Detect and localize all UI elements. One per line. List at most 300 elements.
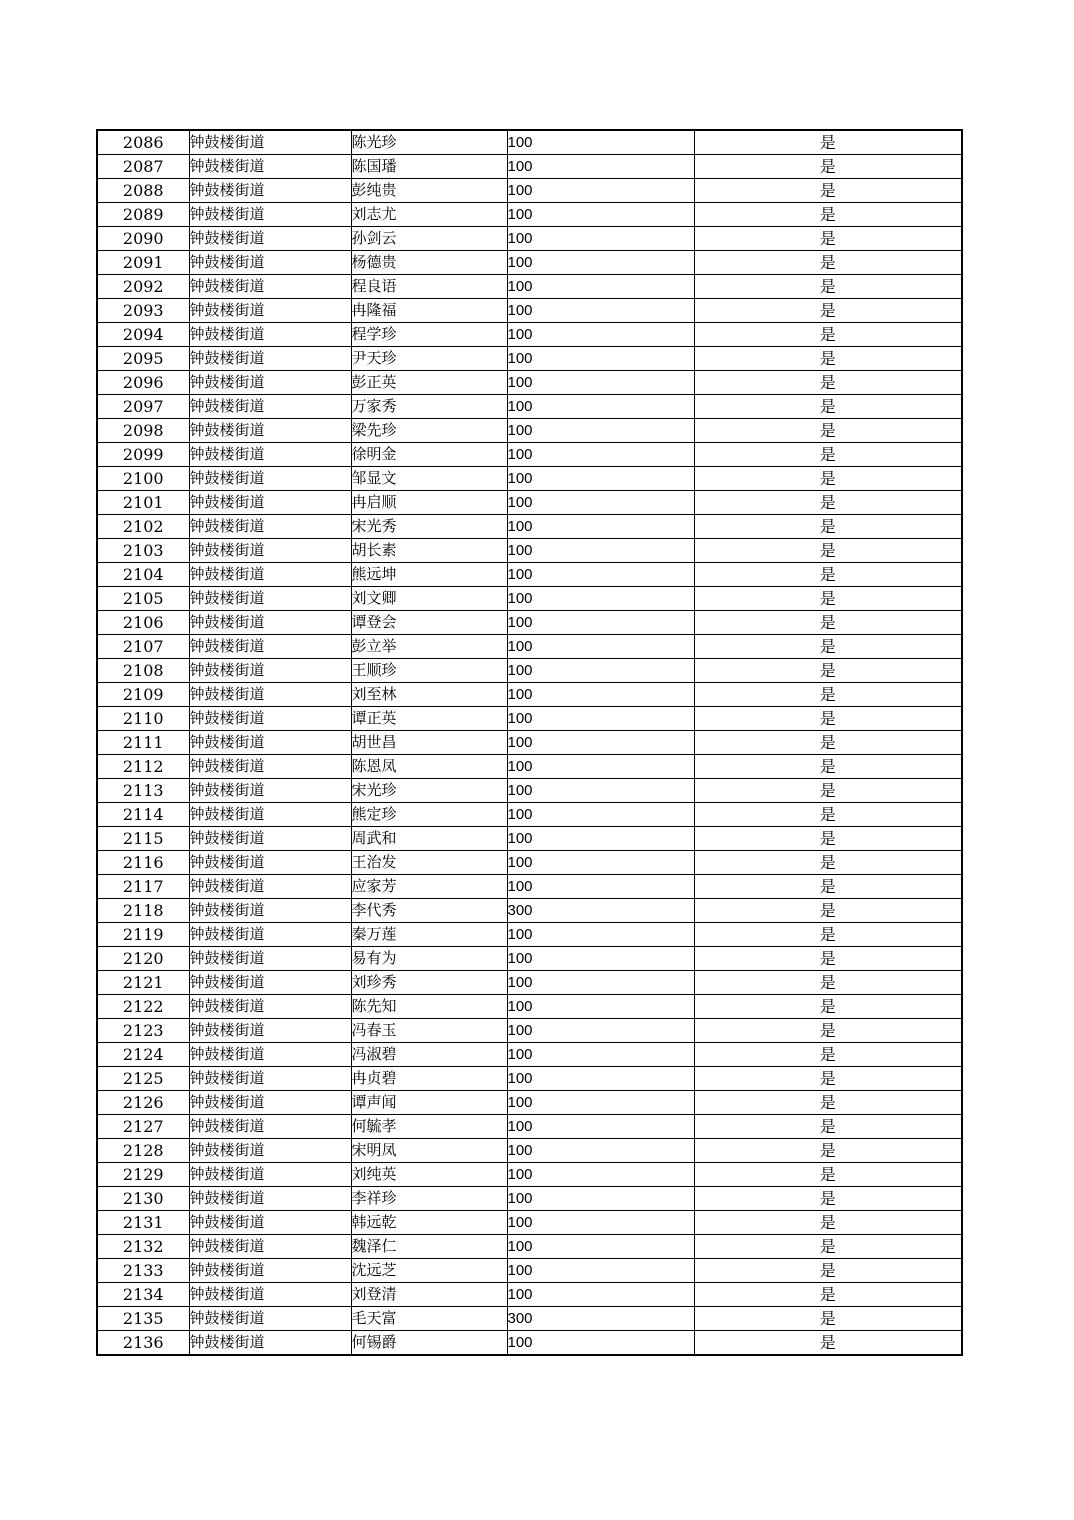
name-cell: 李祥珍 — [351, 1187, 507, 1211]
table-row — [97, 611, 962, 635]
name-cell: 周武和 — [351, 827, 507, 851]
street-cell: 钟鼓楼街道 — [189, 130, 351, 155]
flag-cell: 是 — [694, 515, 962, 539]
flag-cell: 是 — [694, 179, 962, 203]
table-row — [97, 923, 962, 947]
street-cell: 钟鼓楼街道 — [189, 1187, 351, 1211]
street-cell: 钟鼓楼街道 — [189, 1331, 351, 1356]
name-cell: 刘志尤 — [351, 203, 507, 227]
row-number: 2102 — [97, 515, 189, 539]
name-cell: 李代秀 — [351, 899, 507, 923]
row-number: 2089 — [97, 203, 189, 227]
name-cell: 梁先珍 — [351, 419, 507, 443]
flag-cell: 是 — [694, 443, 962, 467]
row-number: 2087 — [97, 155, 189, 179]
amount-cell: 100 — [507, 251, 694, 275]
row-number: 2133 — [97, 1259, 189, 1283]
flag-cell: 是 — [694, 923, 962, 947]
flag-cell: 是 — [694, 659, 962, 683]
flag-cell: 是 — [694, 995, 962, 1019]
row-number: 2104 — [97, 563, 189, 587]
amount-cell: 100 — [507, 371, 694, 395]
row-number: 2130 — [97, 1187, 189, 1211]
street-cell: 钟鼓楼街道 — [189, 347, 351, 371]
row-number: 2121 — [97, 971, 189, 995]
flag-cell: 是 — [694, 395, 962, 419]
table-row — [97, 1091, 962, 1115]
amount-cell: 100 — [507, 1139, 694, 1163]
flag-cell: 是 — [694, 779, 962, 803]
row-number: 2094 — [97, 323, 189, 347]
flag-cell: 是 — [694, 1067, 962, 1091]
row-number: 2129 — [97, 1163, 189, 1187]
street-cell: 钟鼓楼街道 — [189, 659, 351, 683]
amount-cell: 100 — [507, 1019, 694, 1043]
table-row — [97, 779, 962, 803]
name-cell: 谭登会 — [351, 611, 507, 635]
street-cell: 钟鼓楼街道 — [189, 683, 351, 707]
row-number: 2120 — [97, 947, 189, 971]
table-row — [97, 659, 962, 683]
street-cell: 钟鼓楼街道 — [189, 899, 351, 923]
row-number: 2100 — [97, 467, 189, 491]
flag-cell: 是 — [694, 587, 962, 611]
name-cell: 万家秀 — [351, 395, 507, 419]
street-cell: 钟鼓楼街道 — [189, 851, 351, 875]
flag-cell: 是 — [694, 707, 962, 731]
amount-cell: 100 — [507, 1067, 694, 1091]
table-row — [97, 587, 962, 611]
row-number: 2110 — [97, 707, 189, 731]
flag-cell: 是 — [694, 203, 962, 227]
row-number: 2090 — [97, 227, 189, 251]
table-row — [97, 971, 962, 995]
flag-cell: 是 — [694, 491, 962, 515]
amount-cell: 100 — [507, 995, 694, 1019]
street-cell: 钟鼓楼街道 — [189, 419, 351, 443]
flag-cell: 是 — [694, 1307, 962, 1331]
row-number: 2119 — [97, 923, 189, 947]
flag-cell: 是 — [694, 827, 962, 851]
street-cell: 钟鼓楼街道 — [189, 443, 351, 467]
table-row — [97, 130, 962, 155]
flag-cell: 是 — [694, 467, 962, 491]
table-row — [97, 1283, 962, 1307]
table-row — [97, 803, 962, 827]
row-number: 2115 — [97, 827, 189, 851]
flag-cell: 是 — [694, 1283, 962, 1307]
name-cell: 刘文卿 — [351, 587, 507, 611]
table-row — [97, 563, 962, 587]
amount-cell: 100 — [507, 707, 694, 731]
street-cell: 钟鼓楼街道 — [189, 203, 351, 227]
row-number: 2124 — [97, 1043, 189, 1067]
table-row — [97, 347, 962, 371]
street-cell: 钟鼓楼街道 — [189, 779, 351, 803]
row-number: 2101 — [97, 491, 189, 515]
name-cell: 韩远乾 — [351, 1211, 507, 1235]
name-cell: 沈远芝 — [351, 1259, 507, 1283]
row-number: 2092 — [97, 275, 189, 299]
street-cell: 钟鼓楼街道 — [189, 1115, 351, 1139]
flag-cell: 是 — [694, 947, 962, 971]
table-row — [97, 635, 962, 659]
amount-cell: 100 — [507, 587, 694, 611]
street-cell: 钟鼓楼街道 — [189, 1043, 351, 1067]
name-cell: 陈恩凤 — [351, 755, 507, 779]
row-number: 2113 — [97, 779, 189, 803]
street-cell: 钟鼓楼街道 — [189, 251, 351, 275]
amount-cell: 100 — [507, 875, 694, 899]
flag-cell: 是 — [694, 755, 962, 779]
name-cell: 尹天珍 — [351, 347, 507, 371]
table-body — [97, 130, 962, 1355]
table-row — [97, 299, 962, 323]
street-cell: 钟鼓楼街道 — [189, 1091, 351, 1115]
name-cell: 冯淑碧 — [351, 1043, 507, 1067]
name-cell: 王顺珍 — [351, 659, 507, 683]
name-cell: 邹显文 — [351, 467, 507, 491]
row-number: 2131 — [97, 1211, 189, 1235]
amount-cell: 100 — [507, 155, 694, 179]
table-row — [97, 683, 962, 707]
name-cell: 陈光珍 — [351, 130, 507, 155]
row-number: 2106 — [97, 611, 189, 635]
street-cell: 钟鼓楼街道 — [189, 275, 351, 299]
name-cell: 冯春玉 — [351, 1019, 507, 1043]
table-row — [97, 251, 962, 275]
table-row — [97, 323, 962, 347]
flag-cell: 是 — [694, 1331, 962, 1356]
amount-cell: 100 — [507, 803, 694, 827]
table-row — [97, 875, 962, 899]
row-number: 2108 — [97, 659, 189, 683]
name-cell: 易有为 — [351, 947, 507, 971]
name-cell: 冉贞碧 — [351, 1067, 507, 1091]
table-row — [97, 899, 962, 923]
name-cell: 刘珍秀 — [351, 971, 507, 995]
table-row — [97, 419, 962, 443]
name-cell: 毛天富 — [351, 1307, 507, 1331]
row-number: 2088 — [97, 179, 189, 203]
name-cell: 何毓孝 — [351, 1115, 507, 1139]
table-row — [97, 515, 962, 539]
table-row — [97, 155, 962, 179]
table-row — [97, 1163, 962, 1187]
row-number: 2105 — [97, 587, 189, 611]
table-row — [97, 539, 962, 563]
street-cell: 钟鼓楼街道 — [189, 539, 351, 563]
amount-cell: 100 — [507, 755, 694, 779]
row-number: 2086 — [97, 130, 189, 155]
name-cell: 胡世昌 — [351, 731, 507, 755]
name-cell: 程良语 — [351, 275, 507, 299]
amount-cell: 100 — [507, 683, 694, 707]
table-row — [97, 491, 962, 515]
row-number: 2122 — [97, 995, 189, 1019]
flag-cell: 是 — [694, 875, 962, 899]
amount-cell: 100 — [507, 779, 694, 803]
data-table — [96, 129, 963, 1356]
row-number: 2126 — [97, 1091, 189, 1115]
amount-cell: 300 — [507, 1307, 694, 1331]
amount-cell: 100 — [507, 827, 694, 851]
name-cell: 程学珍 — [351, 323, 507, 347]
flag-cell: 是 — [694, 1043, 962, 1067]
flag-cell: 是 — [694, 851, 962, 875]
flag-cell: 是 — [694, 323, 962, 347]
table-row — [97, 179, 962, 203]
row-number: 2112 — [97, 755, 189, 779]
table-row — [97, 1043, 962, 1067]
street-cell: 钟鼓楼街道 — [189, 323, 351, 347]
table-row — [97, 371, 962, 395]
flag-cell: 是 — [694, 1163, 962, 1187]
row-number: 2114 — [97, 803, 189, 827]
name-cell: 陈先知 — [351, 995, 507, 1019]
amount-cell: 100 — [507, 1235, 694, 1259]
table-row — [97, 395, 962, 419]
name-cell: 宋光珍 — [351, 779, 507, 803]
amount-cell: 100 — [507, 659, 694, 683]
name-cell: 徐明金 — [351, 443, 507, 467]
table-row — [97, 227, 962, 251]
table-row — [97, 1259, 962, 1283]
street-cell: 钟鼓楼街道 — [189, 227, 351, 251]
street-cell: 钟鼓楼街道 — [189, 1067, 351, 1091]
table-row — [97, 1067, 962, 1091]
street-cell: 钟鼓楼街道 — [189, 947, 351, 971]
row-number: 2118 — [97, 899, 189, 923]
row-number: 2091 — [97, 251, 189, 275]
table-row — [97, 203, 962, 227]
amount-cell: 100 — [507, 419, 694, 443]
flag-cell: 是 — [694, 371, 962, 395]
street-cell: 钟鼓楼街道 — [189, 467, 351, 491]
amount-cell: 100 — [507, 299, 694, 323]
name-cell: 彭立举 — [351, 635, 507, 659]
row-number: 2116 — [97, 851, 189, 875]
name-cell: 应家芳 — [351, 875, 507, 899]
amount-cell: 100 — [507, 1091, 694, 1115]
amount-cell: 100 — [507, 323, 694, 347]
row-number: 2093 — [97, 299, 189, 323]
amount-cell: 100 — [507, 1043, 694, 1067]
amount-cell: 100 — [507, 1163, 694, 1187]
table-row — [97, 707, 962, 731]
table-row — [97, 1211, 962, 1235]
amount-cell: 100 — [507, 1331, 694, 1356]
table-row — [97, 1139, 962, 1163]
row-number: 2097 — [97, 395, 189, 419]
table-row — [97, 1307, 962, 1331]
flag-cell: 是 — [694, 899, 962, 923]
table-row — [97, 731, 962, 755]
flag-cell: 是 — [694, 275, 962, 299]
flag-cell: 是 — [694, 1235, 962, 1259]
name-cell: 王治发 — [351, 851, 507, 875]
name-cell: 冉隆福 — [351, 299, 507, 323]
street-cell: 钟鼓楼街道 — [189, 923, 351, 947]
name-cell: 宋明凤 — [351, 1139, 507, 1163]
row-number: 2132 — [97, 1235, 189, 1259]
street-cell: 钟鼓楼街道 — [189, 179, 351, 203]
table-row — [97, 1187, 962, 1211]
flag-cell: 是 — [694, 563, 962, 587]
flag-cell: 是 — [694, 1115, 962, 1139]
street-cell: 钟鼓楼街道 — [189, 1163, 351, 1187]
street-cell: 钟鼓楼街道 — [189, 971, 351, 995]
street-cell: 钟鼓楼街道 — [189, 1139, 351, 1163]
amount-cell: 100 — [507, 1259, 694, 1283]
name-cell: 熊远坤 — [351, 563, 507, 587]
row-number: 2099 — [97, 443, 189, 467]
street-cell: 钟鼓楼街道 — [189, 755, 351, 779]
street-cell: 钟鼓楼街道 — [189, 1235, 351, 1259]
name-cell: 彭纯贵 — [351, 179, 507, 203]
flag-cell: 是 — [694, 731, 962, 755]
row-number: 2117 — [97, 875, 189, 899]
row-number: 2127 — [97, 1115, 189, 1139]
flag-cell: 是 — [694, 1139, 962, 1163]
street-cell: 钟鼓楼街道 — [189, 1211, 351, 1235]
name-cell: 宋光秀 — [351, 515, 507, 539]
table-row — [97, 443, 962, 467]
name-cell: 秦万莲 — [351, 923, 507, 947]
amount-cell: 100 — [507, 1187, 694, 1211]
row-number: 2136 — [97, 1331, 189, 1356]
name-cell: 熊定珍 — [351, 803, 507, 827]
row-number: 2111 — [97, 731, 189, 755]
amount-cell: 100 — [507, 130, 694, 155]
amount-cell: 100 — [507, 515, 694, 539]
name-cell: 胡长素 — [351, 539, 507, 563]
street-cell: 钟鼓楼街道 — [189, 995, 351, 1019]
street-cell: 钟鼓楼街道 — [189, 515, 351, 539]
street-cell: 钟鼓楼街道 — [189, 707, 351, 731]
street-cell: 钟鼓楼街道 — [189, 563, 351, 587]
flag-cell: 是 — [694, 611, 962, 635]
amount-cell: 100 — [507, 347, 694, 371]
amount-cell: 100 — [507, 539, 694, 563]
street-cell: 钟鼓楼街道 — [189, 299, 351, 323]
amount-cell: 100 — [507, 395, 694, 419]
amount-cell: 100 — [507, 923, 694, 947]
row-number: 2125 — [97, 1067, 189, 1091]
street-cell: 钟鼓楼街道 — [189, 611, 351, 635]
flag-cell: 是 — [694, 251, 962, 275]
name-cell: 冉启顺 — [351, 491, 507, 515]
flag-cell: 是 — [694, 227, 962, 251]
flag-cell: 是 — [694, 1187, 962, 1211]
street-cell: 钟鼓楼街道 — [189, 1019, 351, 1043]
table-row — [97, 851, 962, 875]
flag-cell: 是 — [694, 347, 962, 371]
flag-cell: 是 — [694, 1091, 962, 1115]
name-cell: 谭正英 — [351, 707, 507, 731]
amount-cell: 300 — [507, 899, 694, 923]
street-cell: 钟鼓楼街道 — [189, 155, 351, 179]
table-row — [97, 467, 962, 491]
street-cell: 钟鼓楼街道 — [189, 635, 351, 659]
street-cell: 钟鼓楼街道 — [189, 875, 351, 899]
amount-cell: 100 — [507, 275, 694, 299]
flag-cell: 是 — [694, 539, 962, 563]
amount-cell: 100 — [507, 203, 694, 227]
table-row — [97, 947, 962, 971]
street-cell: 钟鼓楼街道 — [189, 1283, 351, 1307]
name-cell: 魏泽仁 — [351, 1235, 507, 1259]
table-row — [97, 1235, 962, 1259]
name-cell: 刘登清 — [351, 1283, 507, 1307]
table-row — [97, 1331, 962, 1356]
amount-cell: 100 — [507, 1211, 694, 1235]
row-number: 2096 — [97, 371, 189, 395]
amount-cell: 100 — [507, 443, 694, 467]
amount-cell: 100 — [507, 635, 694, 659]
table-row — [97, 755, 962, 779]
row-number: 2098 — [97, 419, 189, 443]
flag-cell: 是 — [694, 299, 962, 323]
row-number: 2128 — [97, 1139, 189, 1163]
name-cell: 杨德贵 — [351, 251, 507, 275]
flag-cell: 是 — [694, 1211, 962, 1235]
amount-cell: 100 — [507, 179, 694, 203]
amount-cell: 100 — [507, 851, 694, 875]
amount-cell: 100 — [507, 1283, 694, 1307]
amount-cell: 100 — [507, 227, 694, 251]
row-number: 2134 — [97, 1283, 189, 1307]
street-cell: 钟鼓楼街道 — [189, 491, 351, 515]
row-number: 2135 — [97, 1307, 189, 1331]
amount-cell: 100 — [507, 611, 694, 635]
street-cell: 钟鼓楼街道 — [189, 731, 351, 755]
flag-cell: 是 — [694, 419, 962, 443]
amount-cell: 100 — [507, 563, 694, 587]
street-cell: 钟鼓楼街道 — [189, 1259, 351, 1283]
name-cell: 彭正英 — [351, 371, 507, 395]
flag-cell: 是 — [694, 803, 962, 827]
street-cell: 钟鼓楼街道 — [189, 371, 351, 395]
name-cell: 刘至林 — [351, 683, 507, 707]
street-cell: 钟鼓楼街道 — [189, 587, 351, 611]
table-row — [97, 1019, 962, 1043]
amount-cell: 100 — [507, 947, 694, 971]
amount-cell: 100 — [507, 1115, 694, 1139]
table-row — [97, 275, 962, 299]
table-row — [97, 1115, 962, 1139]
flag-cell: 是 — [694, 635, 962, 659]
name-cell: 孙剑云 — [351, 227, 507, 251]
flag-cell: 是 — [694, 971, 962, 995]
name-cell: 何锡爵 — [351, 1331, 507, 1356]
flag-cell: 是 — [694, 155, 962, 179]
row-number: 2103 — [97, 539, 189, 563]
name-cell: 谭声闻 — [351, 1091, 507, 1115]
row-number: 2095 — [97, 347, 189, 371]
table-row — [97, 827, 962, 851]
street-cell: 钟鼓楼街道 — [189, 395, 351, 419]
flag-cell: 是 — [694, 1259, 962, 1283]
flag-cell: 是 — [694, 130, 962, 155]
amount-cell: 100 — [507, 491, 694, 515]
row-number: 2123 — [97, 1019, 189, 1043]
name-cell: 刘纯英 — [351, 1163, 507, 1187]
table-row — [97, 995, 962, 1019]
flag-cell: 是 — [694, 1019, 962, 1043]
street-cell: 钟鼓楼街道 — [189, 827, 351, 851]
street-cell: 钟鼓楼街道 — [189, 1307, 351, 1331]
